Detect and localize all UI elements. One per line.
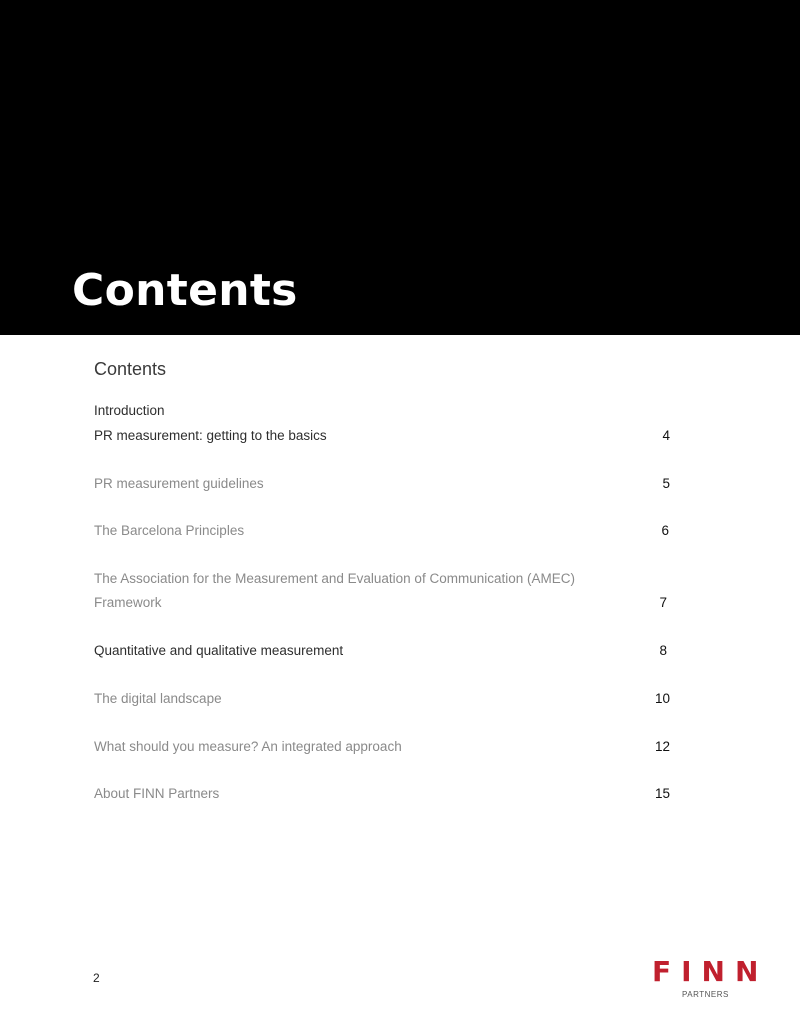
page-number: 2: [93, 971, 100, 985]
toc-entry-title[interactable]: The Barcelona Principles: [94, 523, 245, 538]
toc-entry-title[interactable]: The digital landscape: [94, 691, 222, 706]
toc-entry-page[interactable]: 5: [662, 476, 670, 491]
toc-entry-title[interactable]: Quantitative and qualitative measurement: [94, 643, 344, 658]
toc-entry-page[interactable]: 10: [654, 691, 670, 706]
toc-entry-page[interactable]: 4: [662, 428, 670, 443]
toc-entry-title[interactable]: PR measurement: getting to the basics: [94, 428, 327, 443]
logo-wordmark: FINN: [652, 955, 769, 988]
toc-entry-page[interactable]: 15: [654, 786, 670, 801]
header-banner: [0, 0, 800, 335]
logo-subtext: PARTNERS: [682, 990, 729, 999]
finn-partners-logo: [652, 955, 769, 1003]
toc-entry-title[interactable]: What should you measure? An integrated approach: [94, 739, 402, 754]
toc-entry-page[interactable]: 6: [661, 523, 669, 538]
toc-section-label: Introduction: [94, 403, 165, 418]
toc-entry-page[interactable]: 12: [654, 739, 670, 754]
toc-entry-page[interactable]: 8: [659, 643, 667, 658]
toc-entry-page[interactable]: 7: [659, 595, 667, 610]
toc-entry-title-line1[interactable]: The Association for the Measurement and Evaluation of Communication (AMEC): [94, 571, 575, 586]
page-title: Contents: [72, 265, 298, 316]
toc-entry-title[interactable]: PR measurement guidelines: [94, 476, 264, 491]
toc-entry-title[interactable]: About FINN Partners: [94, 786, 220, 801]
toc-entry-title-line2[interactable]: Framework: [94, 595, 162, 610]
toc-heading: Contents: [94, 359, 167, 379]
